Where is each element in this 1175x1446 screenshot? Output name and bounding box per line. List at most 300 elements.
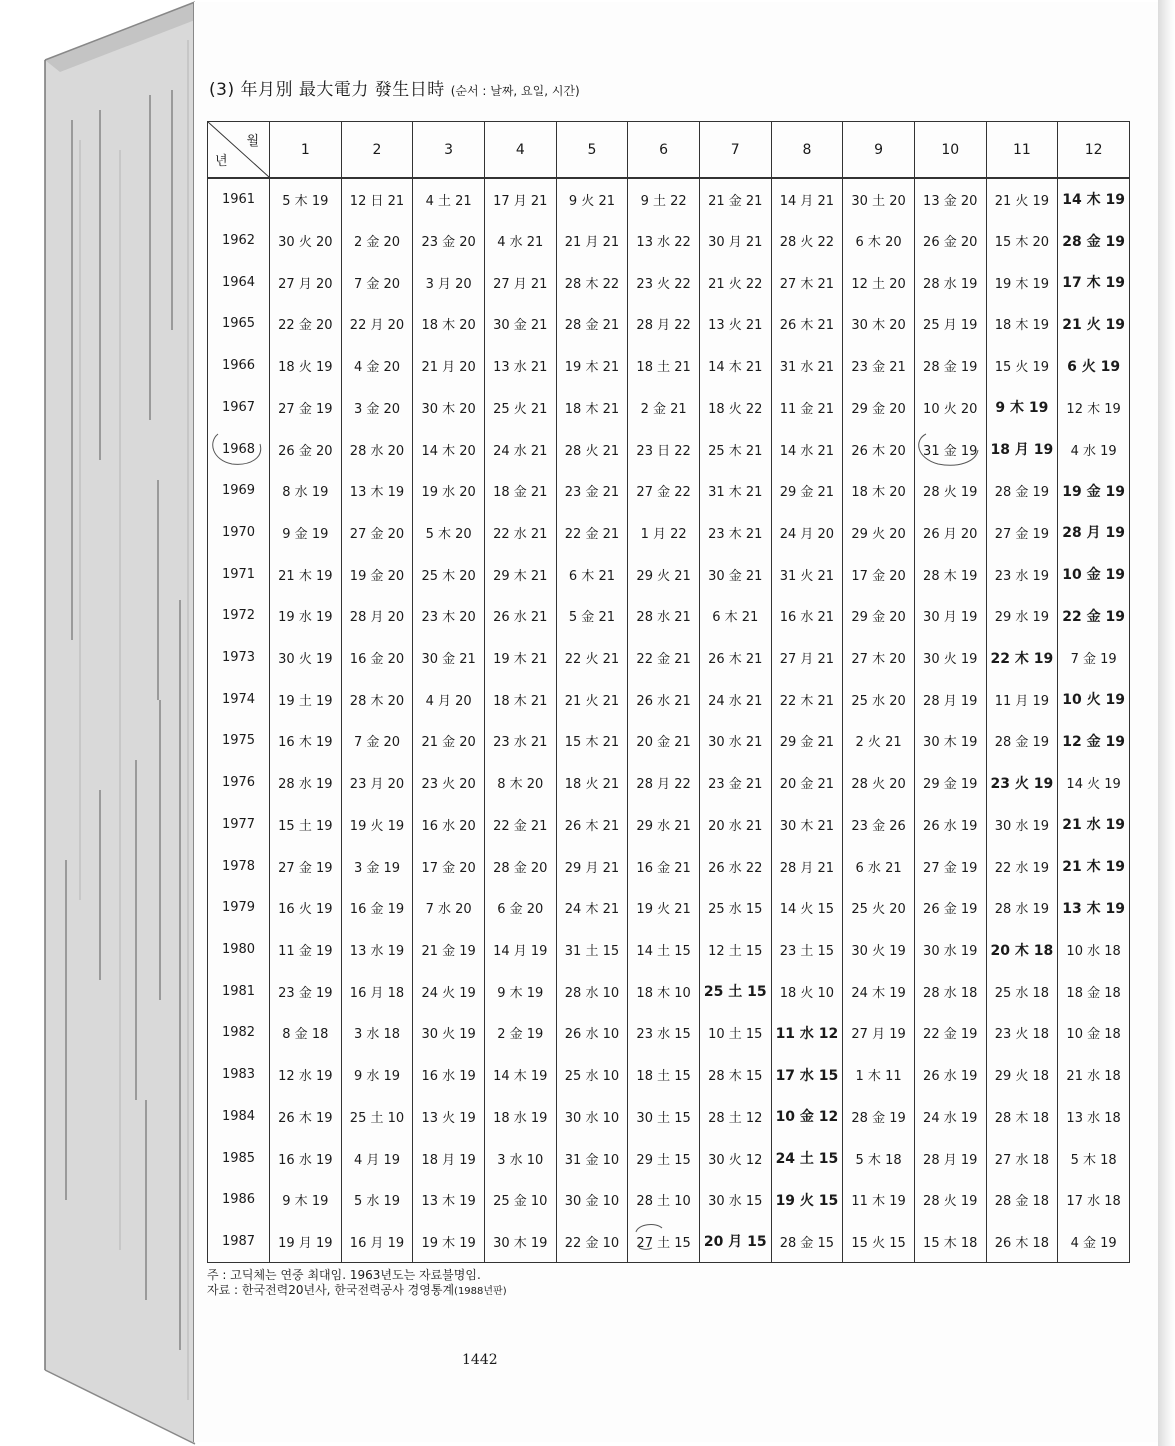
peak-cell: 23 金 19: [270, 970, 342, 1012]
peak-cell: 6 木 20: [843, 220, 915, 262]
book-spine-graphic: [0, 0, 200, 1446]
peak-cell: 30 金 21: [484, 303, 556, 345]
peak-cell: 11 月 19: [986, 678, 1058, 720]
peak-cell: 22 金 21: [628, 637, 700, 679]
peak-cell: 14 火 15: [771, 887, 843, 929]
peak-cell: 21 火 19: [1058, 303, 1130, 345]
year-cell: 1986: [208, 1179, 270, 1221]
peak-cell: 16 金 19: [341, 887, 413, 929]
peak-cell: 14 木 19: [1058, 178, 1130, 220]
peak-cell: 30 金 21: [699, 553, 771, 595]
peak-cell: 28 水 21: [628, 595, 700, 637]
peak-cell: 17 月 21: [484, 178, 556, 220]
peak-cell: 4 水 21: [484, 220, 556, 262]
peak-cell: 15 火 19: [986, 345, 1058, 387]
peak-cell: 24 木 19: [843, 970, 915, 1012]
peak-cell: 10 金 18: [1058, 1012, 1130, 1054]
peak-cell: 9 火 21: [556, 178, 628, 220]
peak-cell: 19 木 21: [556, 345, 628, 387]
peak-cell: 24 火 19: [413, 970, 485, 1012]
corner-year-label: 년: [215, 154, 228, 169]
year-cell: 1982: [208, 1012, 270, 1054]
peak-cell: 13 水 22: [628, 220, 700, 262]
year-cell: 1984: [208, 1095, 270, 1137]
peak-cell: 19 火 15: [771, 1179, 843, 1221]
peak-cell: 8 木 20: [484, 762, 556, 804]
peak-cell: 23 金 26: [843, 804, 915, 846]
peak-cell: 22 金 10: [556, 1221, 628, 1263]
peak-cell: 4 月 19: [341, 1137, 413, 1179]
peak-cell: 27 月 21: [771, 637, 843, 679]
peak-cell: 23 土 15: [771, 929, 843, 971]
title-sub: (순서 : 날짜, 요일, 시간): [450, 84, 580, 98]
peak-cell: 16 木 19: [270, 720, 342, 762]
peak-cell: 15 火 15: [843, 1221, 915, 1263]
peak-cell: 30 木 19: [914, 720, 986, 762]
peak-cell: 16 水 20: [413, 804, 485, 846]
peak-cell: 28 月 21: [771, 845, 843, 887]
peak-cell: 25 水 15: [699, 887, 771, 929]
peak-cell: 28 月 22: [628, 303, 700, 345]
peak-cell: 1 木 11: [843, 1054, 915, 1096]
peak-cell: 27 金 19: [270, 845, 342, 887]
peak-cell: 16 水 21: [771, 595, 843, 637]
peak-cell: 31 火 21: [771, 553, 843, 595]
corner-cell: [208, 122, 270, 179]
peak-cell: 23 月 20: [341, 762, 413, 804]
month-header: 5: [556, 122, 628, 179]
peak-cell: 5 金 21: [556, 595, 628, 637]
peak-cell: 21 金 21: [699, 178, 771, 220]
peak-cell: 15 土 19: [270, 804, 342, 846]
peak-cell: 13 水 19: [341, 929, 413, 971]
corner-month-label: 월: [246, 134, 259, 149]
peak-cell: 18 月 19: [413, 1137, 485, 1179]
peak-cell: 19 金 19: [1058, 470, 1130, 512]
source-text: 자료 : 한국전력20년사, 한국전력공사 경영통계: [207, 1283, 455, 1297]
peak-cell: 28 土 10: [628, 1179, 700, 1221]
peak-cell: 9 木 19: [270, 1179, 342, 1221]
peak-cell: 10 金 12: [771, 1095, 843, 1137]
peak-cell: 28 金 19: [986, 720, 1058, 762]
peak-cell: 8 水 19: [270, 470, 342, 512]
table-row: [208, 845, 1130, 887]
peak-cell: 28 火 20: [843, 762, 915, 804]
peak-cell: 21 火 21: [556, 678, 628, 720]
peak-cell: 2 金 20: [341, 220, 413, 262]
peak-cell: 17 水 18: [1058, 1179, 1130, 1221]
year-cell: 1970: [208, 512, 270, 554]
peak-cell: 23 火 22: [628, 261, 700, 303]
peak-cell: 4 水 19: [1058, 428, 1130, 470]
peak-cell: 22 金 19: [1058, 595, 1130, 637]
peak-cell: 13 木 19: [413, 1179, 485, 1221]
peak-cell: 10 火 20: [914, 387, 986, 429]
peak-cell: 23 水 21: [484, 720, 556, 762]
peak-cell: 7 水 20: [413, 887, 485, 929]
peak-cell: 30 木 20: [413, 387, 485, 429]
peak-cell: 13 水 21: [484, 345, 556, 387]
table-row: [208, 261, 1130, 303]
peak-cell: 25 金 10: [484, 1179, 556, 1221]
table-row: [208, 1095, 1130, 1137]
peak-cell: 28 火 22: [771, 220, 843, 262]
book-left-pages: [0, 0, 200, 1446]
year-cell: 1961: [208, 178, 270, 220]
peak-cell: 18 金 21: [484, 470, 556, 512]
year-cell: 1972: [208, 595, 270, 637]
peak-cell: 14 木 21: [699, 345, 771, 387]
peak-cell: 30 木 19: [484, 1221, 556, 1263]
peak-cell: 23 火 19: [986, 762, 1058, 804]
peak-cell: 23 金 21: [699, 762, 771, 804]
table-row: [208, 220, 1130, 262]
peak-cell: 11 木 19: [843, 1179, 915, 1221]
peak-cell: 28 月 20: [341, 595, 413, 637]
page-number: 1442: [462, 1352, 498, 1368]
peak-cell: 18 土 21: [628, 345, 700, 387]
peak-cell: 26 月 20: [914, 512, 986, 554]
peak-cell: 22 金 19: [914, 1012, 986, 1054]
peak-cell: 19 月 19: [270, 1221, 342, 1263]
peak-cell: 28 水 10: [556, 970, 628, 1012]
peak-cell: 2 金 21: [628, 387, 700, 429]
peak-cell: 12 木 19: [1058, 387, 1130, 429]
peak-cell: 27 土 15: [628, 1221, 700, 1263]
peak-cell: 18 水 19: [484, 1095, 556, 1137]
table-row: [208, 678, 1130, 720]
page-right-edge: [1158, 0, 1175, 1446]
peak-cell: 26 木 18: [986, 1221, 1058, 1263]
peak-cell: 23 日 22: [628, 428, 700, 470]
month-header: 2: [341, 122, 413, 179]
year-cell: 1977: [208, 804, 270, 846]
month-header: 8: [771, 122, 843, 179]
peak-cell: 4 土 21: [413, 178, 485, 220]
peak-cell: 28 月 22: [628, 762, 700, 804]
peak-cell: 22 木 19: [986, 637, 1058, 679]
peak-cell: 31 土 15: [556, 929, 628, 971]
peak-cell: 21 木 19: [1058, 845, 1130, 887]
table-row: [208, 1137, 1130, 1179]
peak-cell: 14 水 21: [771, 428, 843, 470]
peak-cell: 27 木 21: [771, 261, 843, 303]
peak-cell: 30 水 19: [914, 929, 986, 971]
peak-cell: 28 木 20: [341, 678, 413, 720]
peak-cell: 9 水 19: [341, 1054, 413, 1096]
page-title: [209, 75, 580, 100]
peak-cell: 17 金 20: [413, 845, 485, 887]
peak-cell: 7 金 19: [1058, 637, 1130, 679]
peak-cell: 24 水 21: [699, 678, 771, 720]
year-cell: 1979: [208, 887, 270, 929]
peak-cell: 18 木 20: [843, 470, 915, 512]
peak-cell: 30 水 15: [699, 1179, 771, 1221]
peak-cell: 28 金 19: [1058, 220, 1130, 262]
peak-cell: 19 木 19: [986, 261, 1058, 303]
table-row: [208, 178, 1130, 220]
peak-cell: 21 金 20: [413, 720, 485, 762]
peak-cell: 18 木 10: [628, 970, 700, 1012]
peak-cell: 29 金 20: [843, 595, 915, 637]
peak-cell: 15 木 21: [556, 720, 628, 762]
year-cell: 1962: [208, 220, 270, 262]
peak-cell: 19 木 19: [413, 1221, 485, 1263]
peak-cell: 27 金 22: [628, 470, 700, 512]
peak-cell: 29 木 21: [484, 553, 556, 595]
peak-cell: 22 金 21: [484, 804, 556, 846]
peak-cell: 15 木 20: [986, 220, 1058, 262]
peak-cell: 19 火 21: [628, 887, 700, 929]
peak-cell: 16 月 19: [341, 1221, 413, 1263]
peak-cell: 26 木 21: [556, 804, 628, 846]
peak-cell: 16 月 18: [341, 970, 413, 1012]
peak-cell: 29 火 21: [628, 553, 700, 595]
month-header: 10: [914, 122, 986, 179]
table-row: [208, 303, 1130, 345]
peak-cell: 16 水 19: [270, 1137, 342, 1179]
peak-cell: 31 金 19: [914, 428, 986, 470]
peak-cell: 30 火 20: [270, 220, 342, 262]
peak-cell: 29 月 21: [556, 845, 628, 887]
peak-cell: 5 木 18: [1058, 1137, 1130, 1179]
table-row: [208, 1221, 1130, 1263]
peak-power-table: [207, 121, 1130, 1263]
peak-cell: 21 火 22: [699, 261, 771, 303]
peak-cell: 18 火 10: [771, 970, 843, 1012]
peak-cell: 27 月 19: [843, 1012, 915, 1054]
peak-cell: 21 水 18: [1058, 1054, 1130, 1096]
peak-cell: 28 木 19: [914, 553, 986, 595]
table-row: [208, 804, 1130, 846]
peak-cell: 28 水 19: [986, 887, 1058, 929]
peak-cell: 11 金 19: [270, 929, 342, 971]
peak-cell: 29 金 21: [771, 470, 843, 512]
peak-cell: 26 水 19: [914, 804, 986, 846]
peak-cell: 29 金 21: [771, 720, 843, 762]
peak-cell: 30 月 21: [699, 220, 771, 262]
peak-cell: 18 木 21: [556, 387, 628, 429]
peak-cell: 30 水 10: [556, 1095, 628, 1137]
table-row: [208, 1179, 1130, 1221]
peak-cell: 12 土 20: [843, 261, 915, 303]
table-row: [208, 929, 1130, 971]
peak-cell: 25 月 19: [914, 303, 986, 345]
title-main: (3) 年月別 最大電力 發生日時: [209, 80, 445, 100]
peak-cell: 30 火 12: [699, 1137, 771, 1179]
peak-cell: 27 金 20: [341, 512, 413, 554]
peak-cell: 4 金 19: [1058, 1221, 1130, 1263]
peak-cell: 28 金 19: [986, 470, 1058, 512]
peak-cell: 26 木 20: [843, 428, 915, 470]
peak-cell: 20 木 18: [986, 929, 1058, 971]
month-header: 11: [986, 122, 1058, 179]
peak-cell: 3 水 18: [341, 1012, 413, 1054]
month-header: 12: [1058, 122, 1130, 179]
peak-cell: 30 水 19: [986, 804, 1058, 846]
peak-cell: 4 金 20: [341, 345, 413, 387]
peak-cell: 15 木 18: [914, 1221, 986, 1263]
peak-cell: 25 木 20: [413, 553, 485, 595]
footnotes: [207, 1268, 507, 1299]
year-cell: 1967: [208, 387, 270, 429]
peak-cell: 3 金 20: [341, 387, 413, 429]
peak-cell: 16 金 20: [341, 637, 413, 679]
table-row: [208, 637, 1130, 679]
peak-cell: 28 火 19: [914, 470, 986, 512]
peak-cell: 10 金 19: [1058, 553, 1130, 595]
peak-cell: 29 土 15: [628, 1137, 700, 1179]
peak-cell: 23 金 20: [413, 220, 485, 262]
peak-cell: 8 金 18: [270, 1012, 342, 1054]
peak-cell: 28 金 19: [914, 345, 986, 387]
peak-cell: 5 木 18: [843, 1137, 915, 1179]
peak-cell: 10 火 19: [1058, 678, 1130, 720]
peak-cell: 19 水 20: [413, 470, 485, 512]
peak-cell: 30 木 20: [843, 303, 915, 345]
peak-cell: 25 火 21: [484, 387, 556, 429]
month-header: 7: [699, 122, 771, 179]
table-row: [208, 762, 1130, 804]
peak-cell: 28 水 19: [270, 762, 342, 804]
year-cell: 1973: [208, 637, 270, 679]
peak-cell: 17 水 15: [771, 1054, 843, 1096]
peak-cell: 30 金 10: [556, 1179, 628, 1221]
peak-cell: 18 火 19: [270, 345, 342, 387]
peak-cell: 21 月 20: [413, 345, 485, 387]
peak-cell: 28 水 20: [341, 428, 413, 470]
table-row: [208, 720, 1130, 762]
peak-cell: 13 火 19: [413, 1095, 485, 1137]
peak-cell: 13 木 19: [341, 470, 413, 512]
peak-cell: 30 火 19: [843, 929, 915, 971]
peak-cell: 29 水 19: [986, 595, 1058, 637]
peak-cell: 28 木 22: [556, 261, 628, 303]
peak-cell: 30 木 21: [771, 804, 843, 846]
peak-cell: 19 金 20: [341, 553, 413, 595]
peak-cell: 14 火 19: [1058, 762, 1130, 804]
peak-cell: 17 木 19: [1058, 261, 1130, 303]
peak-cell: 14 木 19: [484, 1054, 556, 1096]
year-cell: 1980: [208, 929, 270, 971]
peak-cell: 21 木 19: [270, 553, 342, 595]
peak-cell: 5 水 19: [341, 1179, 413, 1221]
peak-cell: 22 金 21: [556, 512, 628, 554]
peak-cell: 14 木 20: [413, 428, 485, 470]
year-cell: 1975: [208, 720, 270, 762]
peak-cell: 28 水 18: [914, 970, 986, 1012]
peak-cell: 21 火 19: [986, 178, 1058, 220]
peak-cell: 28 水 19: [914, 261, 986, 303]
peak-cell: 25 火 20: [843, 887, 915, 929]
peak-cell: 12 水 19: [270, 1054, 342, 1096]
peak-cell: 25 土 10: [341, 1095, 413, 1137]
peak-cell: 31 金 10: [556, 1137, 628, 1179]
peak-cell: 18 火 21: [556, 762, 628, 804]
peak-cell: 5 木 19: [270, 178, 342, 220]
peak-cell: 28 木 18: [986, 1095, 1058, 1137]
peak-cell: 28 月 19: [914, 678, 986, 720]
peak-cell: 31 木 21: [699, 470, 771, 512]
peak-cell: 28 金 19: [843, 1095, 915, 1137]
peak-cell: 25 土 15: [699, 970, 771, 1012]
peak-cell: 25 木 21: [699, 428, 771, 470]
peak-cell: 19 木 21: [484, 637, 556, 679]
table-row: [208, 553, 1130, 595]
peak-cell: 16 金 21: [628, 845, 700, 887]
table-row: [208, 970, 1130, 1012]
year-cell: 1966: [208, 345, 270, 387]
peak-cell: 23 水 19: [986, 553, 1058, 595]
peak-cell: 20 金 21: [771, 762, 843, 804]
peak-cell: 26 木 19: [270, 1095, 342, 1137]
peak-cell: 23 水 15: [628, 1012, 700, 1054]
month-header: 3: [413, 122, 485, 179]
note-line: 주 : 고딕체는 연중 최대임. 1963년도는 자료불명임.: [207, 1268, 481, 1282]
peak-cell: 23 木 20: [413, 595, 485, 637]
peak-cell: 9 木 19: [484, 970, 556, 1012]
peak-cell: 29 火 20: [843, 512, 915, 554]
peak-cell: 27 金 19: [986, 512, 1058, 554]
year-cell: 1985: [208, 1137, 270, 1179]
table-row: [208, 428, 1130, 470]
peak-cell: 28 金 20: [484, 845, 556, 887]
peak-cell: 30 火 19: [270, 637, 342, 679]
peak-cell: 5 木 20: [413, 512, 485, 554]
peak-cell: 13 火 21: [699, 303, 771, 345]
peak-cell: 19 火 19: [341, 804, 413, 846]
peak-cell: 28 木 15: [699, 1054, 771, 1096]
peak-cell: 22 木 21: [771, 678, 843, 720]
peak-cell: 22 金 20: [270, 303, 342, 345]
peak-cell: 23 火 18: [986, 1012, 1058, 1054]
peak-cell: 28 月 19: [1058, 512, 1130, 554]
peak-cell: 28 金 15: [771, 1221, 843, 1263]
peak-cell: 18 木 20: [413, 303, 485, 345]
peak-cell: 14 月 21: [771, 178, 843, 220]
table-row: [208, 387, 1130, 429]
peak-cell: 11 水 12: [771, 1012, 843, 1054]
peak-cell: 22 火 21: [556, 637, 628, 679]
peak-cell: 24 水 19: [914, 1095, 986, 1137]
peak-cell: 6 水 21: [843, 845, 915, 887]
peak-cell: 30 金 21: [413, 637, 485, 679]
peak-cell: 21 月 21: [556, 220, 628, 262]
peak-cell: 6 火 19: [1058, 345, 1130, 387]
peak-cell: 13 金 20: [914, 178, 986, 220]
peak-cell: 9 木 19: [986, 387, 1058, 429]
peak-cell: 12 金 19: [1058, 720, 1130, 762]
peak-cell: 2 火 21: [843, 720, 915, 762]
table-row: [208, 1012, 1130, 1054]
table-header-row: [208, 122, 1130, 179]
peak-cell: 14 土 15: [628, 929, 700, 971]
peak-cell: 6 金 20: [484, 887, 556, 929]
peak-cell: 18 土 15: [628, 1054, 700, 1096]
peak-cell: 18 金 18: [1058, 970, 1130, 1012]
peak-cell: 25 水 20: [843, 678, 915, 720]
peak-cell: 9 金 19: [270, 512, 342, 554]
table-row: [208, 887, 1130, 929]
year-cell: 1987: [208, 1221, 270, 1263]
peak-cell: 26 水 19: [914, 1054, 986, 1096]
peak-cell: 24 月 20: [771, 512, 843, 554]
peak-cell: 26 水 10: [556, 1012, 628, 1054]
peak-cell: 27 月 21: [484, 261, 556, 303]
peak-cell: 30 月 19: [914, 595, 986, 637]
peak-cell: 26 金 19: [914, 887, 986, 929]
peak-cell: 25 水 18: [986, 970, 1058, 1012]
